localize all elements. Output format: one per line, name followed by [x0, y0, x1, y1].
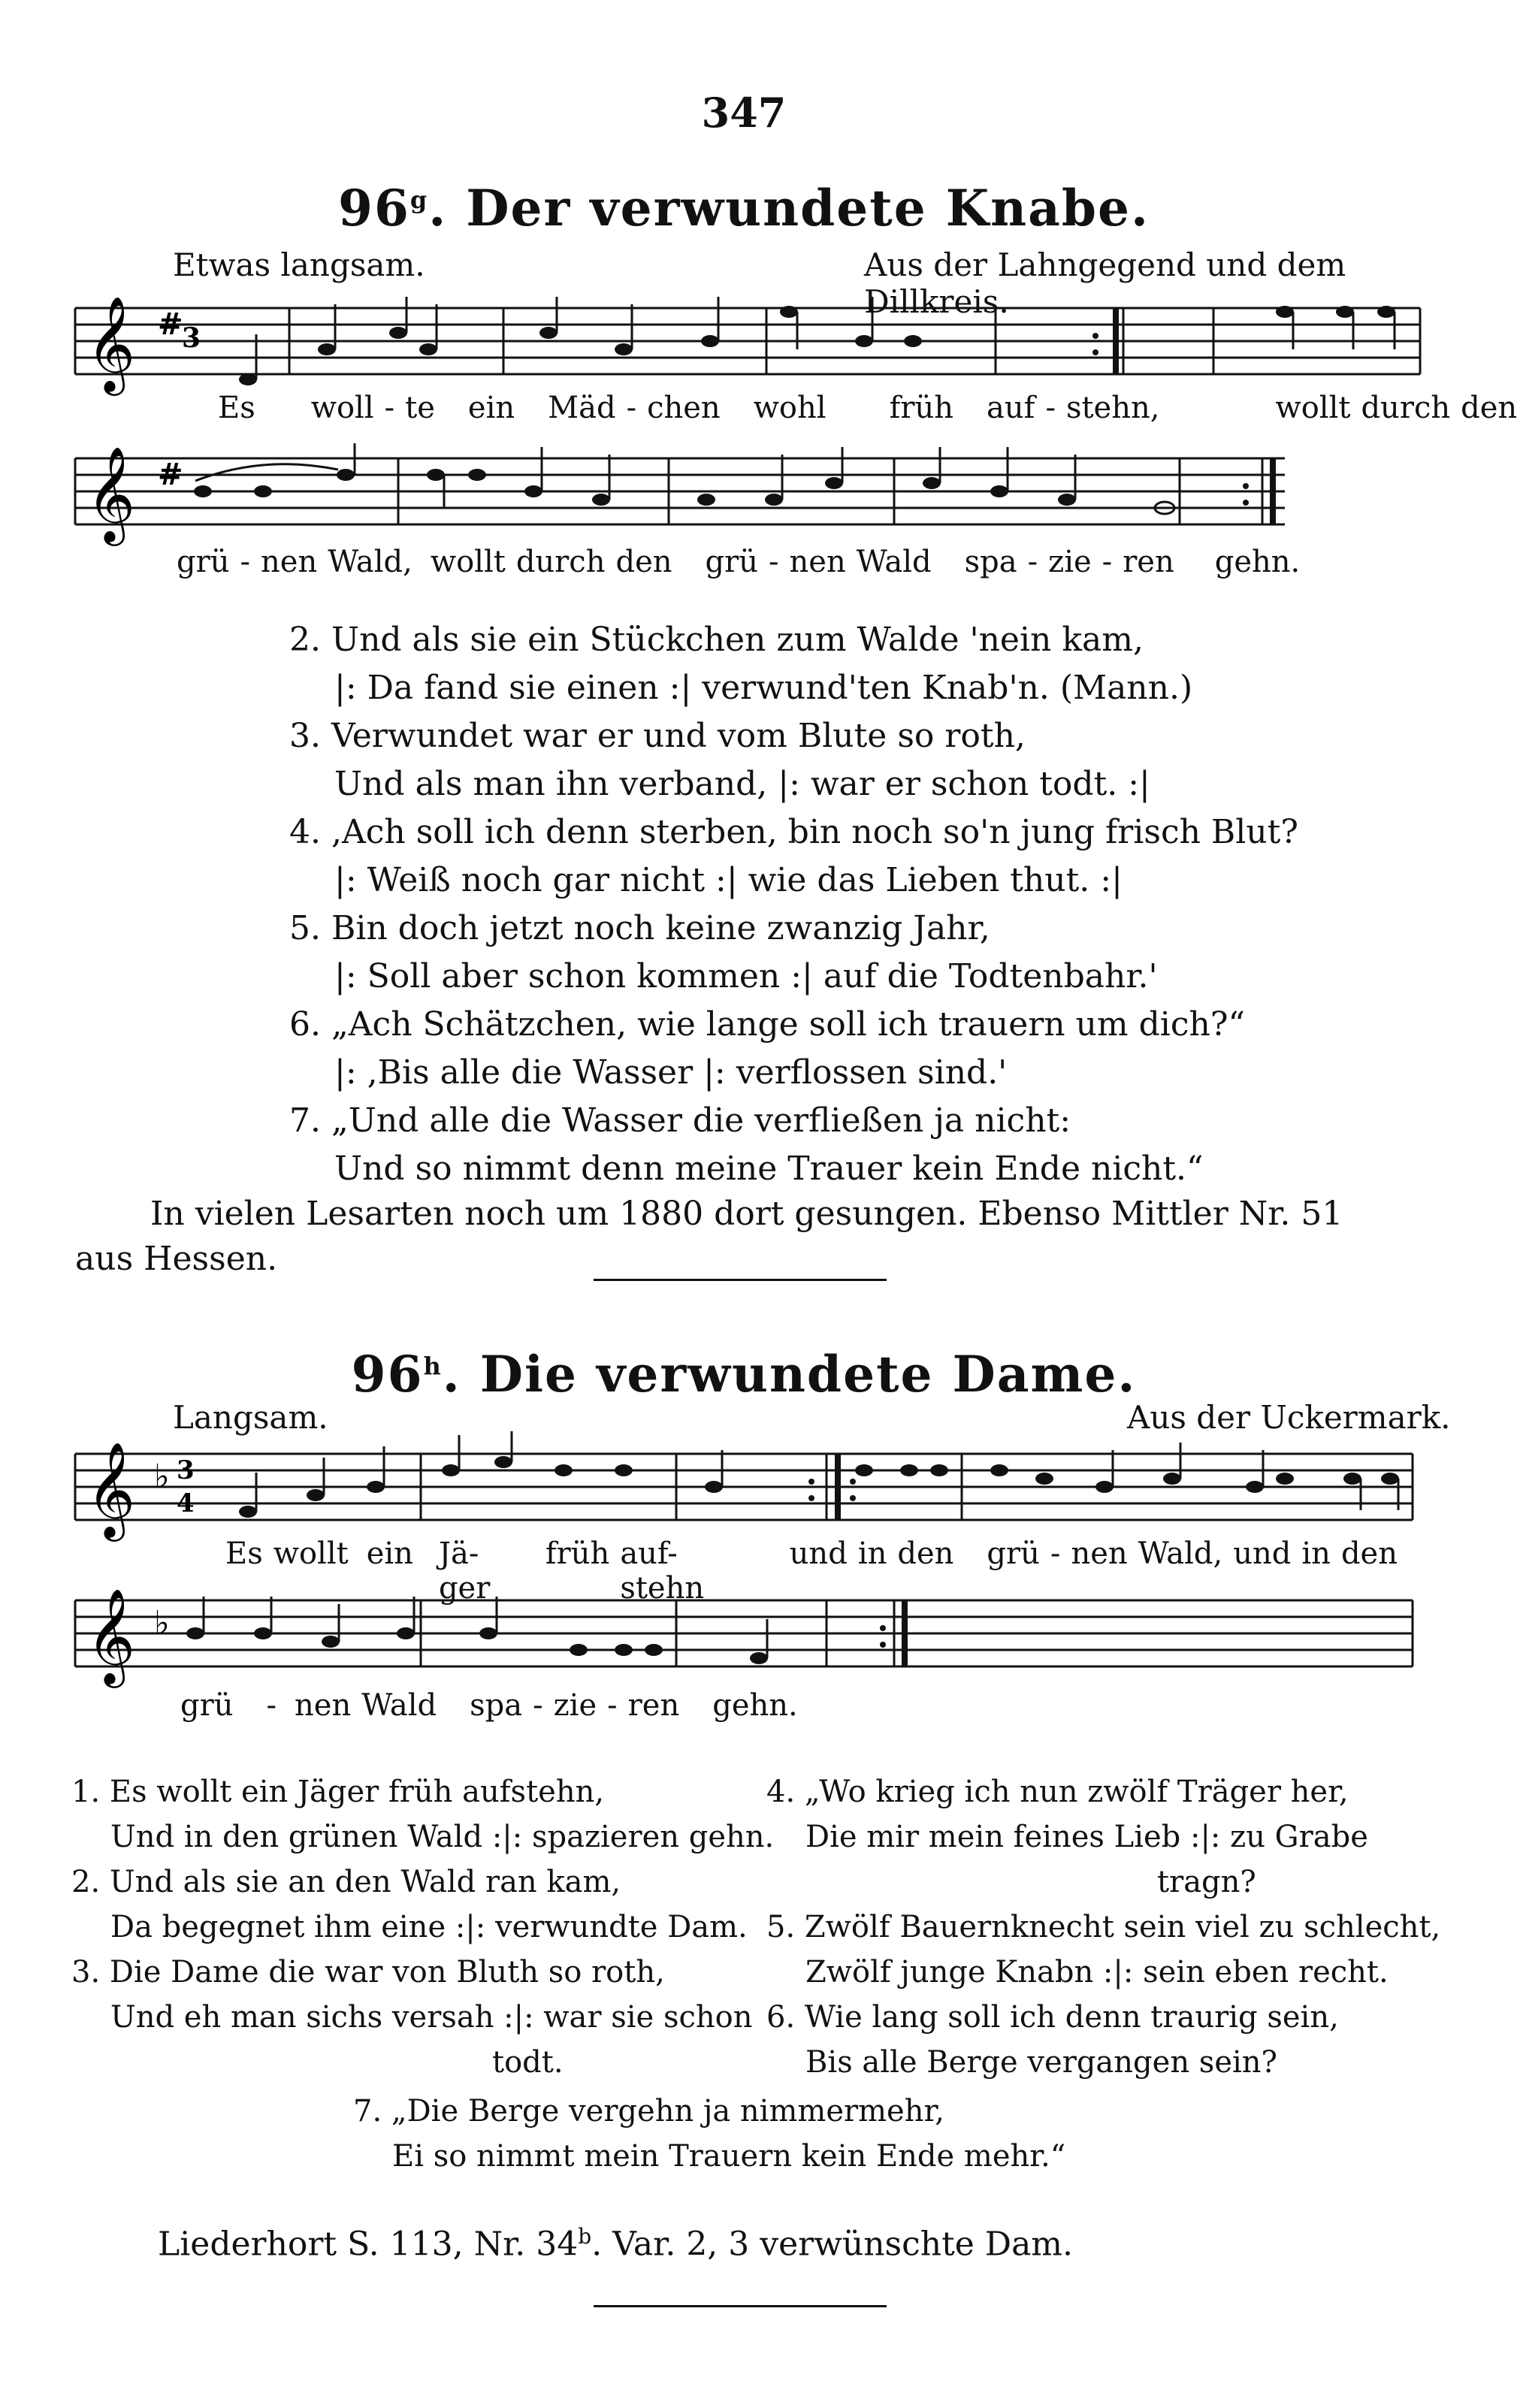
- lyric-syllable: spa: [964, 545, 1017, 579]
- footnote-96g-line1: In vielen Lesarten noch um 1880 dort gesungen. Ebenso Mittler Nr. 51: [150, 1195, 1343, 1233]
- lyric-syllable: stehn,: [1065, 391, 1160, 425]
- svg-text:#: #: [158, 307, 183, 342]
- svg-text:♭: ♭: [154, 1604, 170, 1642]
- lyric-syllable: -: [240, 545, 251, 579]
- lyric-syllable: nen: [295, 1688, 352, 1723]
- lyric-syllable: zie: [1048, 545, 1092, 579]
- lyric-syllable: grü: [987, 1536, 1040, 1571]
- lyric-syllable: zie: [553, 1688, 597, 1723]
- verse-7-96h: [353, 2089, 1065, 2179]
- verse-line: Da begegnet ihm eine :|: verwundte Dam.: [110, 1910, 748, 1944]
- song-number: 96: [351, 1345, 424, 1403]
- treble-clef-icon: 𝄞: [86, 1588, 136, 1684]
- song-suffix: h: [423, 1352, 443, 1380]
- verse-line: |: ,Bis alle die Wasser |: verflossen sind.': [334, 1053, 1008, 1092]
- svg-text:#: #: [158, 457, 183, 492]
- lyrics-line-96h-2: [180, 1688, 857, 1723]
- lyric-syllable: den: [1340, 1536, 1398, 1571]
- verse: 7. „Und alle die Wasser die verfließen ja nicht:: [289, 1101, 1071, 1140]
- lyrics-line-96g-1: [218, 391, 1517, 425]
- verse-line: tragn?: [1157, 1865, 1256, 1899]
- verses-96g: [289, 616, 1298, 1193]
- lyric-syllable: durch: [515, 545, 606, 579]
- lyric-syllable: grü: [177, 545, 230, 579]
- lyric-syllable: gehn.: [1214, 545, 1301, 579]
- treble-clef-icon: 𝄞: [86, 1441, 136, 1537]
- verse: 5. Bin doch jetzt noch keine zwanzig Jahr,: [289, 909, 990, 947]
- lyric-syllable: -: [607, 1688, 618, 1723]
- verse: 3. Verwundet war er und vom Blute so roth,: [289, 717, 1026, 755]
- lyric-syllable: wohl: [753, 391, 826, 425]
- lyric-syllable: auf-stehn: [620, 1536, 705, 1606]
- lyric-syllable: Wald: [856, 545, 932, 579]
- lyric-syllable: -: [769, 545, 779, 579]
- music-staff-96h-1: [68, 1443, 1428, 1540]
- lyric-syllable: -: [1101, 545, 1113, 579]
- lyric-syllable: nen: [789, 545, 846, 579]
- verse: 2. Und als sie ein Stückchen zum Walde 'nein kam,: [289, 621, 1144, 659]
- lyric-syllable: früh: [889, 391, 954, 425]
- verse: 2. Und als sie an den Wald ran kam,: [71, 1865, 621, 1899]
- song-title-96h: 96$^h$. Die verwundete Dame.: [351, 1345, 1137, 1403]
- lyric-syllable: -: [266, 1688, 277, 1723]
- lyric-syllable: Wald,: [328, 545, 412, 579]
- section-divider: [594, 2305, 887, 2307]
- lyric-syllable: in: [1301, 1536, 1331, 1571]
- verses-96h-left: [71, 1769, 774, 2085]
- verse-line: Und so nimmt denn meine Trauer kein Ende nicht.“: [334, 1150, 1204, 1188]
- svg-text:4: 4: [177, 1488, 195, 1518]
- treble-clef-icon: 𝄞: [86, 446, 136, 542]
- lyric-syllable: spa: [470, 1688, 523, 1723]
- verse-line: todt.: [492, 2045, 564, 2080]
- svg-text:3: 3: [177, 1455, 195, 1485]
- lyric-syllable: durch: [1361, 391, 1451, 425]
- verse-line: Und eh man sichs versah :|: war sie schon: [110, 2000, 753, 2035]
- lyric-syllable: gehn.: [712, 1688, 798, 1723]
- lyric-syllable: Wald: [361, 1688, 437, 1723]
- lyric-syllable: ren: [1123, 545, 1174, 579]
- song-title-96g: 96$^g$. Der verwundete Knabe.: [338, 179, 1150, 237]
- verse-line: Die mir mein feines Lieb :|: zu Grabe: [805, 1820, 1368, 1854]
- lyric-syllable: ren: [627, 1688, 680, 1723]
- lyric-syllable: te: [405, 391, 435, 425]
- verse-line: |: Da fand sie einen :| verwund'ten Knab'n. (Mann.): [334, 669, 1193, 707]
- lyric-syllable: wollt: [1275, 391, 1351, 425]
- verse-line: |: Weiß noch gar nicht :| wie das Lieben thut. :|: [334, 861, 1123, 899]
- lyric-syllable: -: [1027, 545, 1038, 579]
- lyric-syllable: Jä-ger: [438, 1536, 491, 1606]
- lyric-syllable: und: [1233, 1536, 1292, 1571]
- lyric-syllable: wollt: [430, 545, 506, 579]
- verse: 6. „Ach Schätzchen, wie lange soll ich trauern um dich?“: [289, 1005, 1245, 1044]
- verse: 4. „Wo krieg ich nun zwölf Träger her,: [766, 1775, 1349, 1809]
- lyric-syllable: auf: [987, 391, 1035, 425]
- music-staff-96g-2: [68, 447, 1345, 545]
- verse: 4. ,Ach soll ich denn sterben, bin noch so'n jung frisch Blut?: [289, 813, 1298, 851]
- lyric-syllable: -: [626, 391, 637, 425]
- lyric-syllable: wollt: [273, 1536, 349, 1571]
- lyric-syllable: -: [384, 391, 395, 425]
- tempo-marking: Etwas langsam.: [173, 246, 425, 283]
- tempo-marking: Langsam.: [173, 1399, 328, 1436]
- lyric-syllable: nen: [1071, 1536, 1128, 1571]
- verse: 7. „Die Berge vergehn ja nimmermehr,: [353, 2094, 944, 2129]
- music-staff-96g-1: [68, 297, 1428, 394]
- verse: 5. Zwölf Bauernknecht sein viel zu schlecht,: [766, 1910, 1441, 1944]
- song-title-text: Die verwundete Dame.: [479, 1345, 1137, 1403]
- verse-line: Und als man ihn verband, |: war er schon todt. :|: [334, 765, 1150, 803]
- lyric-syllable: chen: [647, 391, 721, 425]
- verse-line: Und in den grünen Wald :|: spazieren gehn.: [110, 1820, 775, 1854]
- lyric-syllable: grü: [180, 1688, 234, 1723]
- treble-clef-icon: 𝄞: [86, 295, 136, 391]
- verse-line: Ei so nimmt mein Trauern kein Ende mehr.“: [392, 2139, 1066, 2174]
- music-staff-96h-2: [68, 1589, 1428, 1687]
- lyric-syllable: den: [1461, 391, 1517, 425]
- source-note-96h: Liederhort S. 113, Nr. 34$^b$. Var. 2, 3 verwünschte Dam.: [158, 2224, 1074, 2264]
- verse: 6. Wie lang soll ich denn traurig sein,: [766, 2000, 1339, 2035]
- section-divider: [594, 1279, 887, 1281]
- lyric-syllable: Mäd: [548, 391, 616, 425]
- svg-text:♭: ♭: [154, 1458, 170, 1496]
- lyric-syllable: den: [615, 545, 672, 579]
- lyric-syllable: ein: [467, 391, 515, 425]
- lyric-syllable: Es: [218, 391, 255, 425]
- lyric-syllable: -: [1045, 391, 1056, 425]
- verses-96h-right: [766, 1769, 1440, 2085]
- verse: 1. Es wollt ein Jäger früh aufstehn,: [71, 1775, 605, 1809]
- verse-line: Zwölf junge Knabn :|: sein eben recht.: [805, 1955, 1389, 1990]
- verse: 3. Die Dame die war von Bluth so roth,: [71, 1955, 665, 1990]
- lyric-syllable: Es: [225, 1536, 263, 1571]
- footnote-96g-line2: aus Hessen.: [75, 1240, 278, 1278]
- lyric-syllable: -: [533, 1688, 543, 1723]
- song-title-text: Der verwundete Knabe.: [466, 179, 1150, 237]
- song-number: 96: [338, 179, 410, 237]
- song-suffix: g: [409, 186, 429, 214]
- lyric-syllable: in: [857, 1536, 887, 1571]
- lyric-syllable: Wald,: [1138, 1536, 1223, 1571]
- lyric-syllable: -: [1050, 1536, 1061, 1571]
- lyric-syllable: woll: [310, 391, 374, 425]
- svg-text:3: 3: [182, 322, 201, 354]
- lyric-syllable: ein: [366, 1536, 413, 1571]
- lyric-syllable: den: [897, 1536, 954, 1571]
- page-number: 347: [701, 89, 787, 137]
- lyrics-line-96g-2: [177, 545, 1301, 579]
- origin-label: Aus der Lahngegend und dem Dillkreis.: [864, 246, 1346, 320]
- lyric-syllable: nen: [261, 545, 318, 579]
- lyric-syllable: früh: [545, 1536, 610, 1571]
- verse-line: Bis alle Berge vergangen sein?: [805, 2045, 1277, 2080]
- origin-label: Aus der Uckermark.: [1127, 1399, 1451, 1436]
- verse-line: |: Soll aber schon kommen :| auf die Todtenbahr.': [334, 957, 1158, 996]
- lyric-syllable: grü: [705, 545, 759, 579]
- lyric-syllable: und: [789, 1536, 848, 1571]
